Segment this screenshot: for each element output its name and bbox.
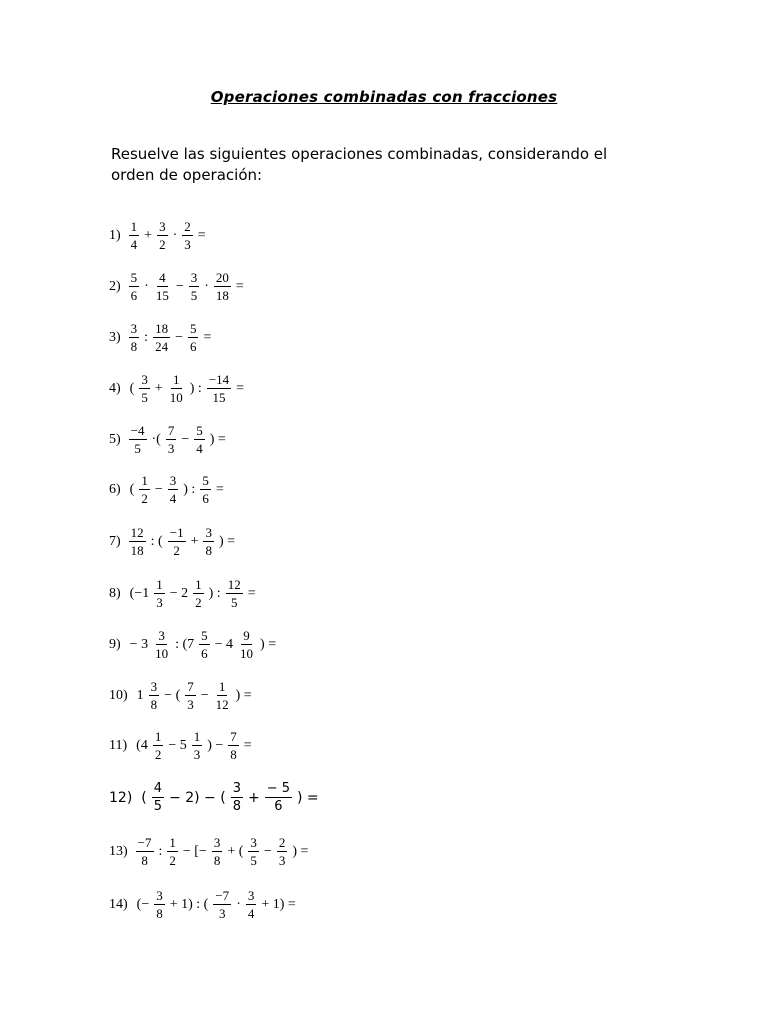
denominator: 5	[230, 595, 238, 610]
exercise-number: 3)	[109, 329, 121, 345]
denominator: 6	[201, 646, 208, 661]
exercise-number: 8)	[109, 585, 121, 601]
numerator: 1	[141, 473, 148, 488]
fraction	[154, 889, 165, 920]
denominator: 10	[240, 646, 254, 661]
numerator: 1	[156, 577, 163, 592]
denominator: 3	[156, 595, 163, 610]
denominator: 5	[134, 441, 141, 456]
operator: − (	[164, 687, 181, 703]
fraction	[157, 220, 168, 251]
operator: +	[190, 533, 199, 549]
operator: − 4	[214, 636, 234, 652]
operator: : (	[150, 533, 163, 549]
numerator: 3	[169, 473, 177, 488]
exercise-11	[109, 730, 255, 761]
fraction	[129, 322, 140, 353]
operator: =	[236, 380, 245, 396]
denominator: 2	[173, 543, 180, 558]
fraction	[153, 322, 170, 353]
operator: (	[129, 481, 135, 497]
exercise-number: 7)	[109, 533, 121, 549]
operator: ) :	[183, 481, 196, 497]
operator: (	[129, 380, 135, 396]
fraction	[149, 680, 160, 711]
instructions: Resuelve las siguientes operaciones combinadas, considerando el orden de operación:	[111, 145, 608, 184]
operator: =	[197, 227, 206, 243]
fraction	[213, 889, 231, 920]
operator: + (	[227, 843, 244, 859]
exercise-7	[109, 526, 238, 557]
numerator: 5	[196, 423, 203, 438]
denominator: 2	[159, 237, 166, 252]
denominator: 3	[219, 906, 226, 921]
fraction	[154, 271, 171, 302]
operator: ) =	[260, 636, 277, 652]
numerator: 1	[154, 729, 162, 744]
denominator: 3	[184, 237, 191, 252]
numerator: 3	[156, 888, 163, 903]
numerator: 9	[243, 628, 250, 643]
numerator: 5	[130, 270, 138, 285]
operator: +	[144, 227, 153, 243]
fraction	[129, 220, 140, 251]
numerator: 1	[173, 372, 180, 387]
fraction	[214, 271, 231, 302]
operator: −	[175, 329, 183, 345]
operator: =	[203, 329, 212, 345]
numerator: 5	[201, 628, 208, 643]
fraction	[226, 578, 243, 609]
fraction	[167, 836, 178, 867]
fraction	[153, 629, 170, 660]
operator: ) :	[208, 585, 221, 601]
numerator: 7	[187, 679, 194, 694]
denominator: 8	[130, 339, 138, 354]
numerator: 3	[159, 219, 166, 234]
numerator: 3	[141, 372, 148, 387]
fraction	[265, 782, 292, 813]
exercise-5	[109, 424, 229, 455]
denominator: 8	[232, 799, 241, 814]
operator: (−1	[129, 585, 150, 601]
exercise-number: 4)	[109, 380, 121, 396]
exercise-number: 1)	[109, 227, 121, 243]
operator: ) =	[235, 687, 252, 703]
denominator: 12	[215, 697, 229, 712]
fraction	[212, 836, 223, 867]
numerator: 2	[184, 219, 191, 234]
denominator: 4	[130, 237, 138, 252]
numerator: −7	[215, 888, 230, 903]
denominator: 4	[169, 491, 177, 506]
denominator: 6	[189, 339, 197, 354]
fraction	[193, 578, 204, 609]
fraction	[139, 474, 150, 505]
operator: ·	[236, 896, 241, 912]
fraction	[153, 730, 164, 761]
operator: − 2	[169, 585, 189, 601]
denominator: 8	[150, 697, 158, 712]
denominator: 6	[202, 491, 209, 506]
exercise-number: 14)	[109, 896, 128, 912]
operator: − [−	[182, 843, 207, 859]
denominator: 10	[169, 390, 183, 405]
numerator: 1	[130, 219, 138, 234]
exercise-8	[109, 578, 259, 609]
exercise-1	[109, 220, 209, 251]
fraction	[228, 730, 239, 761]
fraction	[185, 680, 196, 711]
denominator: 4	[196, 441, 203, 456]
exercise-number: 10)	[109, 687, 128, 703]
exercise-number: 11)	[109, 737, 128, 753]
exercise-2	[109, 271, 247, 302]
fraction	[129, 424, 147, 455]
operator: −	[263, 843, 272, 859]
denominator: 3	[167, 441, 175, 456]
operator: − 5	[168, 737, 187, 753]
fraction	[246, 889, 257, 920]
exercise-number: 12)	[109, 789, 133, 806]
operator: ) :	[189, 380, 202, 396]
numerator: 3	[158, 628, 165, 643]
operator: ) =	[297, 789, 319, 806]
numerator: 20	[215, 270, 229, 285]
numerator: 5	[202, 473, 209, 488]
denominator: 5	[190, 288, 198, 303]
fraction	[248, 836, 259, 867]
exercise-number: 13)	[109, 843, 128, 859]
denominator: 8	[141, 853, 148, 868]
fraction	[182, 220, 193, 251]
operator: =	[215, 481, 224, 497]
operator: −	[200, 687, 209, 703]
denominator: 2	[141, 491, 148, 506]
denominator: 8	[205, 543, 212, 558]
denominator: 6	[274, 799, 283, 814]
numerator: 4	[153, 781, 163, 796]
operator: ·	[172, 227, 178, 243]
numerator: 3	[205, 525, 212, 540]
operator: − 2) − (	[169, 789, 226, 806]
exercise-4	[109, 373, 247, 404]
exercise-14	[109, 889, 299, 920]
operator: =	[247, 585, 256, 601]
numerator: 12	[130, 525, 144, 540]
numerator: −4	[130, 423, 145, 438]
numerator: −7	[137, 835, 152, 850]
numerator: 3	[247, 888, 255, 903]
operator: =	[235, 278, 244, 294]
denominator: 4	[247, 906, 255, 921]
exercise-6	[109, 474, 227, 505]
numerator: 7	[167, 423, 175, 438]
fraction	[188, 322, 199, 353]
fraction	[139, 373, 150, 404]
denominator: 3	[278, 853, 286, 868]
fraction	[192, 730, 203, 761]
numerator: 3	[130, 321, 138, 336]
page-title: Operaciones combinadas con fracciones	[210, 88, 558, 106]
fraction	[154, 578, 165, 609]
numerator: 1	[195, 577, 202, 592]
denominator: 15	[212, 390, 226, 405]
numerator: 12	[227, 577, 241, 592]
operator: : (7	[175, 636, 195, 652]
denominator: 18	[215, 288, 229, 303]
numerator: − 5	[266, 781, 290, 796]
operator: ·	[144, 278, 149, 294]
denominator: 2	[169, 853, 176, 868]
denominator: 18	[130, 543, 144, 558]
operator: ) −	[207, 737, 224, 753]
denominator: 5	[153, 799, 163, 814]
operator: +	[247, 789, 260, 806]
operator: + 1) : (	[169, 896, 209, 912]
fraction	[152, 782, 164, 813]
denominator: 15	[155, 288, 169, 303]
operator: −	[181, 431, 190, 447]
numerator: 3	[150, 679, 158, 694]
exercise-number: 5)	[109, 431, 121, 447]
operator: ·	[204, 278, 209, 294]
exercise-9	[109, 629, 279, 660]
exercise-number: 9)	[109, 636, 121, 652]
denominator: 10	[155, 646, 169, 661]
fraction	[189, 271, 200, 302]
exercise-10	[109, 680, 255, 711]
numerator: 1	[169, 835, 176, 850]
exercise-number: 2)	[109, 278, 121, 294]
operator: (−	[136, 896, 150, 912]
numerator: 1	[218, 679, 226, 694]
denominator: 8	[230, 747, 237, 762]
fraction	[168, 373, 185, 404]
fraction	[199, 629, 210, 660]
fraction	[214, 680, 231, 711]
fraction	[166, 424, 177, 455]
denominator: 6	[130, 288, 138, 303]
fraction	[194, 424, 205, 455]
fraction	[203, 526, 214, 557]
operator: ) =	[209, 431, 226, 447]
numerator: −1	[169, 525, 184, 540]
denominator: 2	[154, 747, 162, 762]
fraction	[129, 271, 140, 302]
denominator: 5	[141, 390, 148, 405]
fraction	[168, 526, 186, 557]
exercise-number: 6)	[109, 481, 121, 497]
denominator: 2	[195, 595, 202, 610]
fraction	[136, 836, 154, 867]
operator: +	[154, 380, 163, 396]
denominator: 8	[156, 906, 163, 921]
numerator: 7	[230, 729, 237, 744]
operator: −	[154, 481, 163, 497]
operator: =	[243, 737, 252, 753]
operator: ) =	[292, 843, 309, 859]
numerator: −14	[208, 372, 230, 387]
operator: − 3	[129, 636, 149, 652]
fraction	[231, 782, 243, 813]
fraction	[238, 629, 255, 660]
fraction	[277, 836, 288, 867]
operator: (4	[136, 737, 148, 753]
operator: ·(	[151, 431, 161, 447]
fraction	[207, 373, 231, 404]
denominator: 24	[155, 339, 169, 354]
denominator: 5	[250, 853, 257, 868]
operator: ) =	[218, 533, 236, 549]
numerator: 3	[250, 835, 257, 850]
operator: (	[141, 789, 147, 806]
numerator: 3	[232, 781, 241, 796]
numerator: 1	[193, 729, 201, 744]
exercise-3	[109, 322, 214, 353]
numerator: 2	[278, 835, 286, 850]
denominator: 3	[193, 747, 201, 762]
operator: :	[158, 843, 163, 859]
numerator: 3	[190, 270, 198, 285]
exercise-12	[109, 782, 322, 813]
fraction	[129, 526, 146, 557]
numerator: 18	[155, 321, 169, 336]
fraction	[168, 474, 179, 505]
numerator: 3	[213, 835, 221, 850]
exercise-13	[109, 836, 311, 867]
numerator: 5	[189, 321, 197, 336]
operator: −	[175, 278, 184, 294]
operator: 1	[136, 687, 144, 703]
operator: + 1) =	[261, 896, 296, 912]
operator: :	[144, 329, 149, 345]
denominator: 8	[213, 853, 221, 868]
numerator: 4	[159, 270, 166, 285]
denominator: 3	[187, 697, 194, 712]
fraction	[200, 474, 211, 505]
